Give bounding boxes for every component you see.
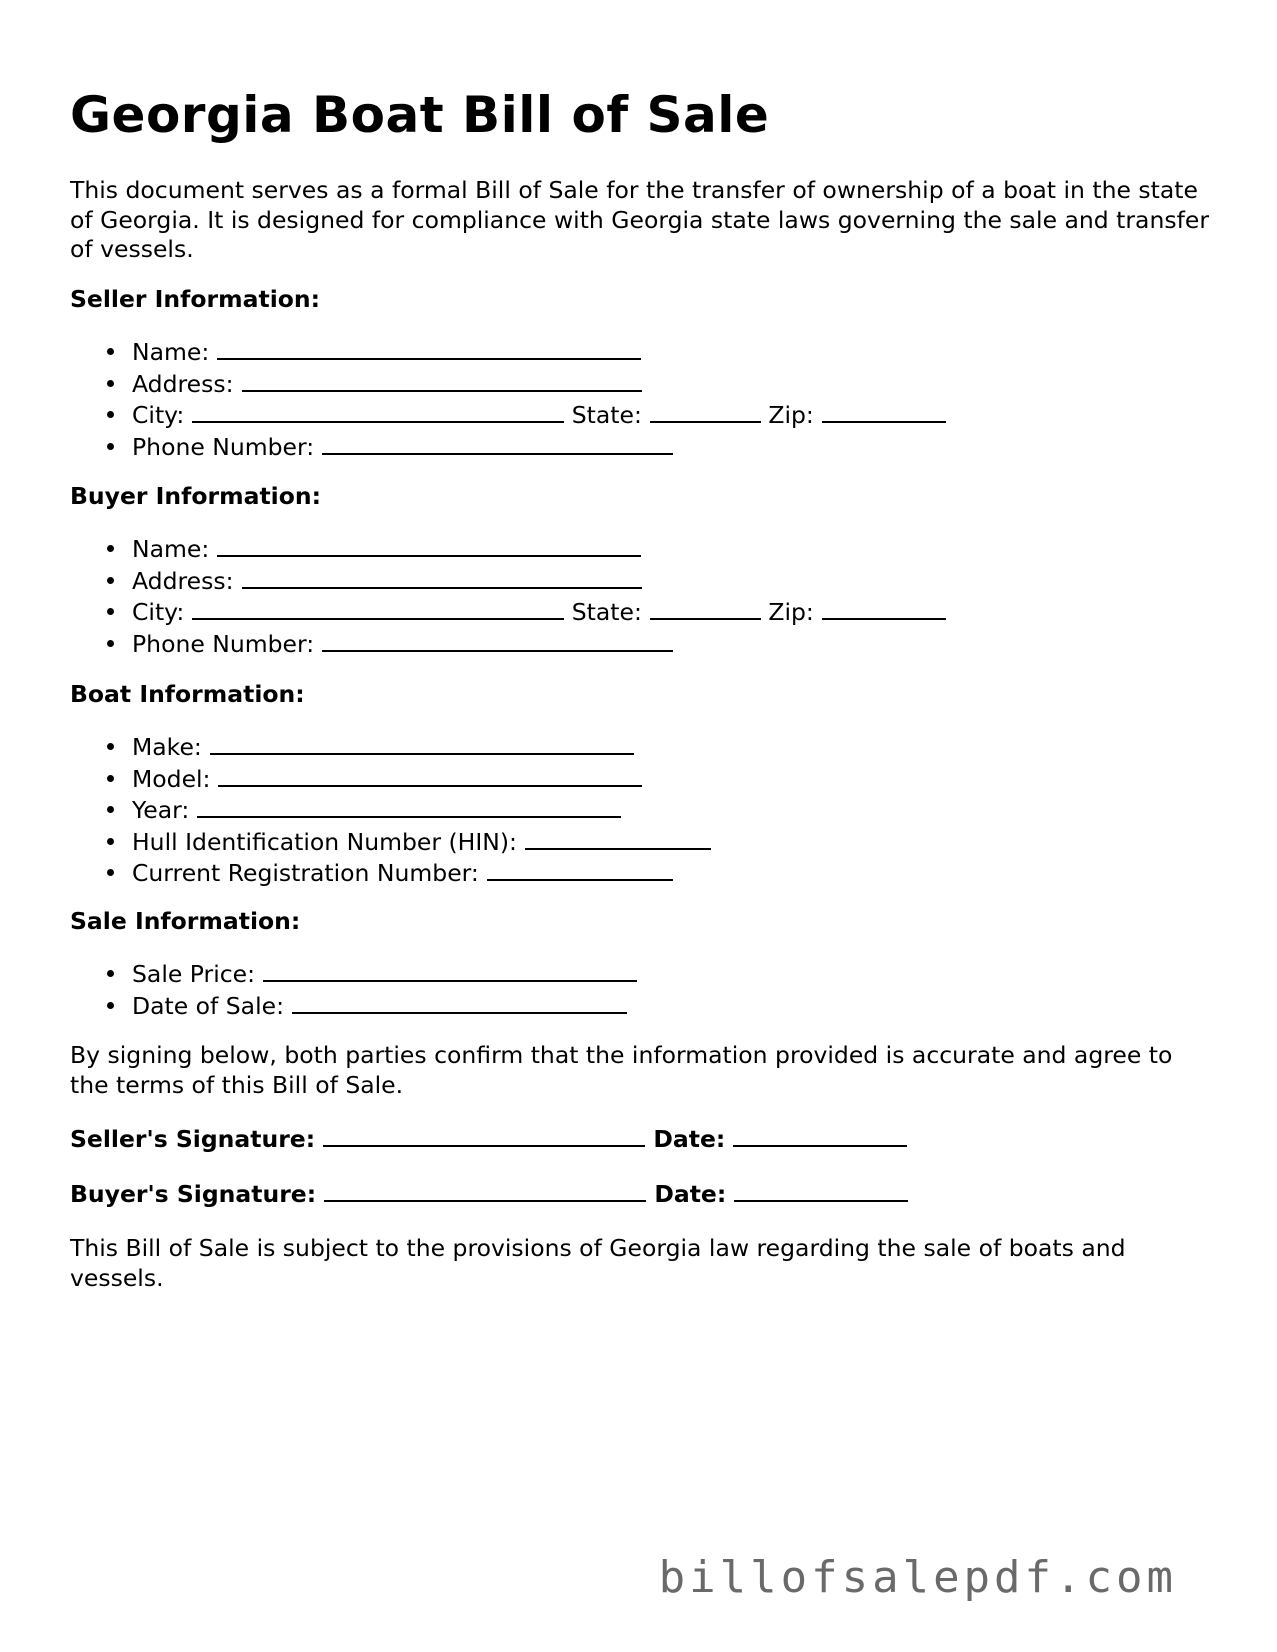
seller-name-row [132,336,946,368]
seller-name-label: Name: [132,338,210,366]
boat-make-row [132,731,711,763]
sale-price-label: Sale Price: [132,960,256,988]
seller-signature-row [70,1123,907,1155]
buyer-signature-field[interactable] [324,1178,646,1202]
boat-model-label: Model: [132,764,211,793]
buyer-signature-date-field[interactable] [734,1178,908,1202]
buyer-name-label: Name: [132,535,210,563]
buyer-phone-label: Phone Number: [132,629,315,658]
seller-address-field[interactable] [242,368,642,392]
intro-paragraph: This document serves as a formal Bill of Sale for the transfer of ownership of a boat in the state of Georgia. It is designed for compliance with Georgia state laws governing the sale and transfer of vessels. [70,176,1209,263]
seller-phone-row [132,431,946,463]
boat-list [70,731,711,889]
sale-list [70,958,637,1021]
boat-year-label: Year: [132,796,190,824]
seller-signature-label: Seller's Signature: [70,1125,316,1153]
boat-year-field[interactable] [197,794,621,818]
sale-heading: Sale Information: [70,907,301,935]
seller-name-field[interactable] [217,336,641,360]
seller-signature-field[interactable] [323,1123,645,1147]
boat-registration-row [132,857,711,889]
confirmation-paragraph: By signing below, both parties confirm that the information provided is accurate and agree to the terms of this Bill of Sale. [70,1041,1173,1099]
sale-date-field[interactable] [292,990,627,1014]
boat-heading: Boat Information: [70,680,305,708]
buyer-phone-field[interactable] [322,628,673,652]
boat-make-label: Make: [132,733,202,761]
buyer-signature-label: Buyer's Signature: [70,1180,317,1208]
buyer-state-label: State: [571,598,642,626]
buyer-city-field[interactable] [192,596,564,620]
sale-price-field[interactable] [263,958,637,982]
boat-model-row [132,763,711,795]
seller-state-label: State: [571,401,642,429]
watermark: billofsalepdf.com [658,1552,1177,1603]
seller-list [70,336,946,462]
boat-hin-row [132,826,711,858]
buyer-zip-field[interactable] [822,596,946,620]
sale-date-label: Date of Sale: [132,991,284,1020]
sale-price-row [132,958,637,990]
seller-phone-label: Phone Number: [132,432,315,461]
page-title: Georgia Boat Bill of Sale [70,86,770,144]
boat-model-field[interactable] [218,763,642,787]
buyer-state-field[interactable] [650,596,761,620]
buyer-name-field[interactable] [217,533,641,557]
footer-note: This Bill of Sale is subject to the provisions of Georgia law regarding the sale of boats and vessels. [70,1234,1126,1292]
buyer-list [70,533,946,659]
seller-address-label: Address: [132,369,234,398]
buyer-heading: Buyer Information: [70,482,322,510]
buyer-address-row [132,565,946,597]
sale-date-row [132,990,637,1022]
buyer-address-label: Address: [132,566,234,595]
seller-zip-field[interactable] [822,399,946,423]
boat-hin-field[interactable] [525,826,711,850]
seller-city-row [132,399,946,431]
buyer-phone-row [132,628,946,660]
buyer-address-field[interactable] [242,565,642,589]
seller-state-field[interactable] [650,399,761,423]
boat-make-field[interactable] [210,731,634,755]
buyer-city-label: City: [132,598,185,626]
seller-city-label: City: [132,401,185,429]
buyer-zip-label: Zip: [768,598,814,626]
boat-year-row [132,794,711,826]
seller-phone-field[interactable] [322,431,673,455]
buyer-city-row [132,596,946,628]
seller-city-field[interactable] [192,399,564,423]
boat-hin-label: Hull Identification Number (HIN): [132,827,517,856]
boat-registration-label: Current Registration Number: [132,859,479,887]
buyer-signature-date-label: Date: [654,1180,727,1208]
seller-heading: Seller Information: [70,285,321,313]
seller-signature-date-field[interactable] [733,1123,907,1147]
buyer-signature-row [70,1178,908,1210]
boat-registration-field[interactable] [487,857,673,881]
seller-address-row [132,368,946,400]
seller-signature-date-label: Date: [653,1125,726,1153]
buyer-name-row [132,533,946,565]
seller-zip-label: Zip: [768,401,814,429]
